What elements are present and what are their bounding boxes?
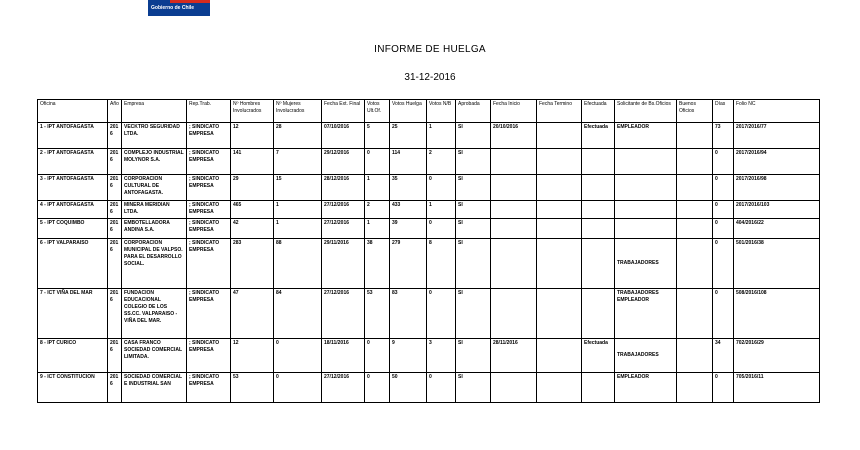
column-header: Fecha Inicio [491, 100, 537, 123]
column-header: Folio NC [734, 100, 820, 123]
table-cell: 6 - IPT VALPARAISO [38, 239, 108, 289]
table-cell [677, 239, 713, 289]
table-cell: 8 [427, 239, 456, 289]
table-cell: 433 [390, 201, 427, 219]
table-cell: 283 [231, 239, 274, 289]
table-cell [615, 149, 677, 175]
table-cell: ; SINDICATO EMPRESA [187, 123, 231, 149]
table-cell: ; SINDICATO EMPRESA [187, 289, 231, 339]
table-cell: 0 [274, 373, 322, 403]
table-cell [582, 219, 615, 239]
table-cell: 0 [427, 373, 456, 403]
table-cell: 508/2016/108 [734, 289, 820, 339]
report-title: INFORME DE HUELGA [374, 44, 486, 55]
table-cell: 2 [427, 149, 456, 175]
column-header: Aprobada [456, 100, 491, 123]
table-cell: 2016 [108, 149, 122, 175]
table-cell [677, 289, 713, 339]
table-cell: 1 [427, 123, 456, 149]
table-cell: Efectuada [582, 339, 615, 373]
table-cell: 2017/2016/94 [734, 149, 820, 175]
table-cell: 0 [713, 289, 734, 339]
table-cell: ; SINDICATO EMPRESA [187, 373, 231, 403]
table-cell: 0 [365, 373, 390, 403]
table-cell: 1 [274, 201, 322, 219]
table-cell: FUNDACION EDUCACIONAL COLEGIO DE LOS SS.CC. VALPARAISO - VIÑA DEL MAR. [122, 289, 187, 339]
table-cell [677, 339, 713, 373]
column-header: Empresa [122, 100, 187, 123]
table-cell: SI [456, 373, 491, 403]
table-cell: 12 [231, 339, 274, 373]
table-cell: 2017/2016/77 [734, 123, 820, 149]
table-cell: 18/11/2016 [322, 339, 365, 373]
table-row [38, 219, 820, 239]
header-row [38, 100, 820, 123]
table-cell: 12 [231, 123, 274, 149]
table-cell [491, 289, 537, 339]
table-cell: ; SINDICATO EMPRESA [187, 239, 231, 289]
table-cell: 5 - IPT COQUIMBO [38, 219, 108, 239]
column-header: Nº Hombres Involucrados [231, 100, 274, 123]
table-cell: 0 [713, 149, 734, 175]
column-header: Fecha Ext. Final [322, 100, 365, 123]
table-cell: TRABAJADORES [615, 239, 677, 289]
table-cell: 53 [365, 289, 390, 339]
table-cell: 27/12/2016 [322, 289, 365, 339]
table-row [38, 123, 820, 149]
table-cell: SI [456, 339, 491, 373]
table-row [38, 175, 820, 201]
table-cell: ; SINDICATO EMPRESA [187, 175, 231, 201]
table-cell [677, 219, 713, 239]
table-cell [491, 219, 537, 239]
table-cell: 1 [274, 219, 322, 239]
table-cell: 2016 [108, 239, 122, 289]
table-cell [615, 219, 677, 239]
table-cell: 27/12/2016 [322, 201, 365, 219]
table-cell: 84 [274, 289, 322, 339]
table-cell: SI [456, 219, 491, 239]
table-cell: 465 [231, 201, 274, 219]
table-row [38, 149, 820, 175]
column-header: Días [713, 100, 734, 123]
table-row [38, 201, 820, 219]
table-cell: 1 [365, 175, 390, 201]
table-cell: 0 [713, 239, 734, 289]
table-cell: 25 [390, 123, 427, 149]
table-cell: 50 [390, 373, 427, 403]
table-cell [537, 201, 582, 219]
table-cell [677, 149, 713, 175]
table-cell: 1 [365, 219, 390, 239]
table-cell: 2016 [108, 339, 122, 373]
column-header: Buenos Oficios [677, 100, 713, 123]
table-cell: 0 [365, 149, 390, 175]
table-cell: 38 [365, 239, 390, 289]
table-cell [677, 175, 713, 201]
column-header: Rep.Trab. [187, 100, 231, 123]
table-cell: 2017/2016/103 [734, 201, 820, 219]
table-cell: 404/2016/22 [734, 219, 820, 239]
table-cell [615, 201, 677, 219]
table-cell: 2016 [108, 219, 122, 239]
table-cell [491, 239, 537, 289]
table-cell: 73 [713, 123, 734, 149]
table-cell: COMPLEJO INDUSTRIAL MOLYNOR S.A. [122, 149, 187, 175]
table-cell: 28/12/2016 [322, 175, 365, 201]
table-cell: ; SINDICATO EMPRESA [187, 339, 231, 373]
table-cell: 2016 [108, 123, 122, 149]
table-cell: 29/11/2016 [322, 239, 365, 289]
table-cell [491, 201, 537, 219]
table-cell: 279 [390, 239, 427, 289]
table-cell: SI [456, 201, 491, 219]
table-cell: 07/10/2016 [322, 123, 365, 149]
table-cell [677, 373, 713, 403]
table-cell [582, 175, 615, 201]
table-cell [537, 339, 582, 373]
table-cell: EMBOTELLADORA ANDINA S.A. [122, 219, 187, 239]
table-cell [582, 239, 615, 289]
column-header: Oficina [38, 100, 108, 123]
column-header: Nº Mujeres Involucrados [274, 100, 322, 123]
table-cell: 7 - ICT VIÑA DEL MAR [38, 289, 108, 339]
table-cell [582, 289, 615, 339]
table-cell: 8 - IPT CURICO [38, 339, 108, 373]
table-cell: 1 [427, 201, 456, 219]
gobierno-logo [148, 0, 210, 16]
table-cell: 705/2016/11 [734, 373, 820, 403]
table-cell: 34 [713, 339, 734, 373]
table-cell: 0 [365, 339, 390, 373]
table-cell: ; SINDICATO EMPRESA [187, 149, 231, 175]
table-cell: 0 [713, 175, 734, 201]
table-cell [615, 175, 677, 201]
table-row [38, 339, 820, 373]
table-row [38, 373, 820, 403]
table-cell: 4 - IPT ANTOFAGASTA [38, 201, 108, 219]
table-cell: 114 [390, 149, 427, 175]
table-cell: 0 [427, 175, 456, 201]
table-cell: ; SINDICATO EMPRESA [187, 201, 231, 219]
table-cell: Efectuada [582, 123, 615, 149]
table-cell: 0 [427, 219, 456, 239]
table-cell [582, 149, 615, 175]
table-cell [537, 289, 582, 339]
table-cell: SI [456, 175, 491, 201]
table-cell: 0 [713, 201, 734, 219]
table-cell: 2016 [108, 201, 122, 219]
column-header: Año [108, 100, 122, 123]
table-cell: SI [456, 123, 491, 149]
table-cell: 141 [231, 149, 274, 175]
table-cell: 0 [274, 339, 322, 373]
table-cell: 9 [390, 339, 427, 373]
table-row [38, 239, 820, 289]
table-cell: CORPORACION CULTURAL DE ANTOFAGASTA. [122, 175, 187, 201]
table-cell [491, 373, 537, 403]
table-cell [491, 175, 537, 201]
table-cell: 20/10/2016 [491, 123, 537, 149]
table-cell [537, 175, 582, 201]
table-cell: 7 [274, 149, 322, 175]
table-cell: TRABAJADORES EMPLEADOR [615, 289, 677, 339]
table-cell [677, 123, 713, 149]
table-cell: 53 [231, 373, 274, 403]
column-header: Votos N/B [427, 100, 456, 123]
table-cell: 0 [713, 219, 734, 239]
table-cell [677, 201, 713, 219]
table-cell: 29/12/2016 [322, 149, 365, 175]
table-cell: 2016 [108, 373, 122, 403]
report-date: 31-12-2016 [404, 72, 456, 83]
table-cell: 0 [427, 289, 456, 339]
table-cell: 35 [390, 175, 427, 201]
table-cell: VECKTRO SEGURIDAD LTDA. [122, 123, 187, 149]
table-cell: 28/11/2016 [491, 339, 537, 373]
table-cell: 5 [365, 123, 390, 149]
table-cell [491, 149, 537, 175]
table-cell: 39 [390, 219, 427, 239]
table-cell: 1 - IPT ANTOFAGASTA [38, 123, 108, 149]
table-cell: 47 [231, 289, 274, 339]
table-cell: 2 [365, 201, 390, 219]
table-cell [582, 373, 615, 403]
table-cell: CASA FRANCO SOCIEDAD COMERCIAL LIMITADA. [122, 339, 187, 373]
table-cell: SOCIEDAD COMERCIAL E INDUSTRIAL SAN [122, 373, 187, 403]
table-cell: EMPLEADOR [615, 123, 677, 149]
column-header: Fecha Termino [537, 100, 582, 123]
table-cell: 42 [231, 219, 274, 239]
table-cell: 501/2016/38 [734, 239, 820, 289]
table-cell: 2 - IPT ANTOFAGASTA [38, 149, 108, 175]
table-cell: 702/2016/29 [734, 339, 820, 373]
table-cell: CORPORACION MUNICIPAL DE VALPSO. PARA EL DESARROLLO SOCIAL. [122, 239, 187, 289]
table-cell [582, 201, 615, 219]
table-cell: 27/12/2016 [322, 219, 365, 239]
table-cell [537, 373, 582, 403]
column-header: Votos Huelga [390, 100, 427, 123]
table-cell [537, 239, 582, 289]
table-cell: EMPLEADOR [615, 373, 677, 403]
table-cell: 28 [274, 123, 322, 149]
table-cell: 15 [274, 175, 322, 201]
table-cell: 3 [427, 339, 456, 373]
table-cell: 83 [390, 289, 427, 339]
table-cell: TRABAJADORES [615, 339, 677, 373]
table-cell: ; SINDICATO EMPRESA [187, 219, 231, 239]
table-cell: SI [456, 239, 491, 289]
column-header: Solicitante de Bs.Oficios [615, 100, 677, 123]
table-cell: 2017/2016/98 [734, 175, 820, 201]
table-cell [537, 219, 582, 239]
table-cell [537, 149, 582, 175]
table-cell: 3 - IPT ANTOFAGASTA [38, 175, 108, 201]
table-cell: 0 [713, 373, 734, 403]
strike-report-table [37, 99, 820, 403]
table-cell: MINERA MERIDIAN LTDA. [122, 201, 187, 219]
table-cell: 27/12/2016 [322, 373, 365, 403]
table-cell: 2016 [108, 289, 122, 339]
table-row [38, 289, 820, 339]
table-cell [537, 123, 582, 149]
table-cell: 9 - ICT CONSTITUCION [38, 373, 108, 403]
column-header: Votos Ult.Of. [365, 100, 390, 123]
table-cell: 29 [231, 175, 274, 201]
logo-text: Gobierno de Chile [151, 5, 195, 11]
column-header: Efectuada [582, 100, 615, 123]
table-cell: 2016 [108, 175, 122, 201]
table-cell: 88 [274, 239, 322, 289]
table-cell: SI [456, 149, 491, 175]
table-cell: SI [456, 289, 491, 339]
